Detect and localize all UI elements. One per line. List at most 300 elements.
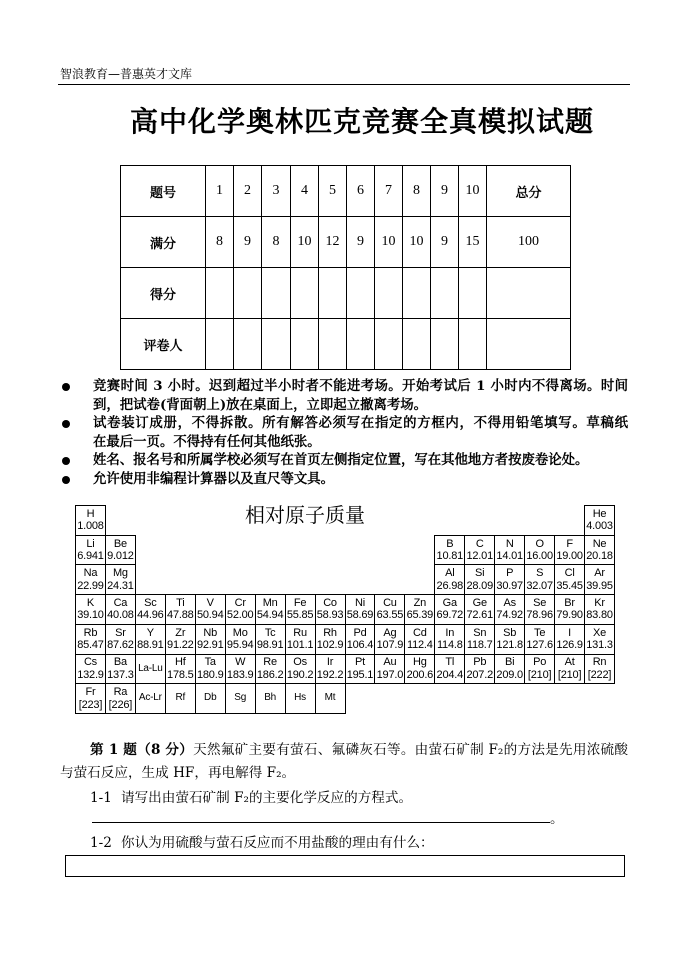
element-cell (255, 624, 286, 655)
grader-cell (262, 319, 291, 370)
bullet-icon (62, 383, 70, 391)
element-mass: 114.8 (436, 639, 463, 652)
question-number: 6 (347, 166, 375, 217)
element-symbol: Ge (472, 596, 487, 609)
score-cell (262, 268, 291, 319)
element-mass: 183.9 (226, 668, 254, 681)
element-mass: 207.2 (466, 668, 493, 681)
element-cell (105, 564, 136, 595)
score-cell (459, 268, 487, 319)
element-mass: [222] (587, 668, 612, 681)
element-mass: 30.97 (496, 579, 523, 592)
question-number: 9 (431, 166, 459, 217)
element-symbol: Hf (174, 656, 186, 669)
question-number: 2 (234, 166, 262, 217)
element-cell (165, 683, 196, 714)
element-cell (75, 594, 106, 625)
element-symbol: Zn (413, 596, 427, 609)
element-symbol: Mo (232, 626, 248, 639)
question1-intro-line (90, 740, 628, 760)
full-mark-value: 8 (262, 217, 291, 268)
grader-cell (459, 319, 487, 370)
element-cell (524, 535, 555, 566)
element-cell (434, 535, 465, 566)
element-symbol: As (503, 596, 516, 609)
element-symbol: S (536, 567, 544, 580)
element-mass: 24.31 (107, 579, 134, 592)
element-mass: 95.94 (226, 639, 254, 652)
element-cell (165, 594, 196, 625)
element-cell (165, 624, 196, 655)
instruction-item (60, 451, 630, 470)
element-symbol: Bi (504, 656, 515, 669)
element-cell (285, 594, 316, 625)
full-mark-total: 100 (487, 217, 571, 268)
element-cell (195, 683, 226, 714)
element-mass: 88.91 (137, 639, 164, 652)
answer-box (65, 855, 625, 877)
element-symbol: I (568, 626, 571, 639)
element-mass: 47.88 (167, 609, 194, 622)
element-mass: 79.90 (556, 609, 583, 622)
element-symbol: C (475, 537, 484, 550)
full-mark-value: 9 (234, 217, 262, 268)
element-symbol: Tl (445, 656, 455, 669)
instructions-list (60, 377, 630, 489)
part-label: 1-1 (90, 790, 112, 806)
element-mass: 55.85 (286, 609, 314, 622)
grader-cell (206, 319, 234, 370)
element-symbol: Ti (176, 596, 185, 609)
element-cell (554, 654, 585, 685)
element-mass: 65.39 (406, 609, 434, 622)
element-cell (494, 564, 525, 595)
element-symbol: Sn (473, 626, 487, 639)
part-text: 请写出由萤石矿制 F₂的主要化学反应的方程式。 (121, 790, 413, 806)
element-mass: 74.92 (496, 609, 523, 622)
element-symbol: Ni (354, 596, 365, 609)
element-cell (135, 594, 166, 625)
score-table (120, 165, 571, 370)
element-symbol: Rf (175, 692, 186, 704)
element-mass: 106.4 (346, 639, 374, 652)
element-cell (255, 654, 286, 685)
element-symbol: Cu (383, 596, 397, 609)
element-symbol: Ir (326, 656, 334, 669)
element-mass: 14.01 (496, 550, 523, 563)
element-cell (494, 654, 525, 685)
instruction-line: 姓名、报名号和所属学校必须写在首页左侧指定位置，写在其他地方者按废卷论处。 (93, 452, 589, 469)
grader-cell (403, 319, 431, 370)
element-cell (285, 683, 316, 714)
element-symbol: Fe (293, 596, 307, 609)
element-mass: 78.96 (526, 609, 553, 622)
total-header: 总分 (487, 166, 571, 217)
element-cell (285, 654, 316, 685)
element-cell (255, 683, 286, 714)
element-mass: 98.91 (256, 639, 284, 652)
element-cell (225, 654, 256, 685)
element-mass: 102.9 (316, 639, 344, 652)
element-symbol: Al (445, 567, 455, 580)
brand-header: 智浪教育—普惠英才文库 (60, 67, 193, 81)
element-mass: 195.1 (346, 668, 374, 681)
element-mass: 6.941 (77, 550, 104, 563)
question1-text: 与萤石反应，生成 HF，再电解得 F₂。 (60, 765, 296, 781)
element-cell (195, 594, 226, 625)
element-mass: 58.69 (346, 609, 374, 622)
row-label: 得分 (121, 268, 206, 319)
element-symbol: La-Lu (138, 662, 163, 674)
element-cell (225, 594, 256, 625)
element-symbol: Xe (592, 626, 607, 639)
element-mass: 112.4 (406, 639, 433, 652)
element-cell (434, 624, 465, 655)
element-cell (374, 624, 405, 655)
element-mass: 192.2 (316, 668, 344, 681)
element-mass: 9.012 (107, 550, 134, 563)
element-cell (434, 564, 465, 595)
element-cell (584, 535, 615, 566)
page-title: 高中化学奥林匹克竞赛全真模拟试题 (129, 105, 594, 138)
grader-cell (234, 319, 262, 370)
element-mass: 10.81 (436, 550, 464, 563)
element-mass: 16.00 (526, 550, 553, 563)
element-cell (584, 654, 615, 685)
element-cell (374, 594, 405, 625)
score-cell (206, 268, 234, 319)
element-mass: 54.94 (256, 609, 284, 622)
element-symbol: Ac-Lr (138, 692, 162, 704)
element-mass: 180.9 (196, 668, 224, 681)
element-cell (434, 654, 465, 685)
full-mark-value: 15 (459, 217, 487, 268)
element-symbol: Cs (83, 656, 97, 669)
element-cell (464, 564, 495, 595)
score-cell (319, 268, 347, 319)
element-mass: 40.08 (107, 609, 134, 622)
element-mass: 4.003 (586, 520, 613, 533)
element-symbol: Kr (594, 596, 605, 609)
element-mass: 52.00 (226, 609, 254, 622)
element-symbol: N (505, 537, 514, 550)
element-mass: 186.2 (256, 668, 284, 681)
element-cell (105, 624, 136, 655)
full-mark-value: 10 (291, 217, 319, 268)
element-symbol: Sr (115, 626, 126, 639)
element-mass: 39.95 (586, 579, 613, 592)
element-cell (75, 564, 106, 595)
element-cell (135, 654, 166, 685)
element-symbol: F (566, 537, 573, 550)
element-cell (374, 654, 405, 685)
element-symbol: Co (323, 596, 337, 609)
element-mass: 83.80 (586, 609, 613, 622)
question-number: 10 (459, 166, 487, 217)
element-cell (464, 624, 495, 655)
element-cell (285, 624, 316, 655)
element-mass: 200.6 (406, 668, 434, 681)
element-mass: 44.96 (137, 609, 164, 622)
element-mass: 209.0 (496, 668, 523, 681)
element-cell (105, 654, 136, 685)
element-mass: 118.7 (466, 639, 493, 652)
element-symbol: Nb (203, 626, 218, 639)
full-mark-value: 8 (206, 217, 234, 268)
element-symbol: K (86, 596, 95, 609)
grader-row (121, 319, 571, 370)
element-mass: 107.9 (376, 639, 404, 652)
element-symbol: He (592, 507, 607, 520)
bullet-icon (62, 457, 70, 465)
element-mass: 28.09 (466, 579, 493, 592)
element-cell (584, 624, 615, 655)
element-mass: 127.6 (526, 639, 553, 652)
row-label: 评卷人 (121, 319, 206, 370)
instruction-line: 在最后一页。不得持有任何其他纸张。 (93, 433, 321, 450)
element-symbol: O (535, 537, 544, 550)
full-mark-value: 10 (375, 217, 403, 268)
element-cell (434, 594, 465, 625)
element-mass: 22.99 (77, 579, 104, 592)
element-symbol: Hg (413, 656, 427, 669)
element-cell (494, 594, 525, 625)
element-symbol: Y (146, 626, 154, 639)
element-cell (225, 624, 256, 655)
element-cell (195, 624, 226, 655)
element-cell (315, 594, 346, 625)
element-symbol: Ne (592, 537, 607, 550)
element-mass: 69.72 (436, 609, 464, 622)
question1-text: 天然氟矿主要有萤石、氟磷灰石等。由萤石矿制 F₂的方法是先用浓硫酸 (193, 742, 628, 758)
element-cell (524, 624, 555, 655)
score-cell (375, 268, 403, 319)
element-mass: 197.0 (376, 668, 404, 681)
element-symbol: Te (534, 626, 546, 639)
element-symbol: Ra (113, 686, 128, 699)
element-cell (75, 654, 106, 685)
element-cell (75, 535, 106, 566)
element-symbol: Rb (83, 626, 98, 639)
instruction-item (60, 377, 630, 414)
element-symbol: Ga (442, 596, 457, 609)
element-mass: [210] (527, 668, 552, 681)
element-symbol: Db (204, 692, 217, 704)
grader-cell (291, 319, 319, 370)
element-symbol: Mn (262, 596, 278, 609)
element-symbol: V (206, 596, 214, 609)
element-symbol: H (86, 507, 95, 520)
periodic-table-title: 相对原子质量 (245, 503, 365, 527)
element-cell (404, 594, 435, 625)
element-symbol: Si (475, 567, 485, 580)
element-symbol: Ta (204, 656, 216, 669)
element-cell (554, 535, 585, 566)
element-mass: 190.2 (286, 668, 314, 681)
grader-total-cell (487, 319, 571, 370)
element-symbol: W (235, 656, 246, 669)
element-cell (404, 654, 435, 685)
question-part-1-1 (90, 788, 628, 808)
instruction-line: 允许使用非编程计算器以及直尺等文具。 (93, 470, 335, 487)
element-symbol: Mg (112, 567, 128, 580)
element-symbol: Cl (564, 567, 575, 580)
question-number: 8 (403, 166, 431, 217)
element-cell (315, 683, 346, 714)
element-cell (135, 624, 166, 655)
element-symbol: Hs (294, 692, 306, 704)
element-symbol: At (564, 656, 575, 669)
element-mass: 101.1 (286, 639, 314, 652)
grader-cell (375, 319, 403, 370)
element-symbol: Fr (85, 686, 96, 699)
score-row (121, 268, 571, 319)
element-symbol: Ar (594, 567, 605, 580)
element-cell (524, 564, 555, 595)
element-cell (345, 654, 376, 685)
element-cell (524, 654, 555, 685)
score-cell (403, 268, 431, 319)
element-symbol: Pb (473, 656, 487, 669)
element-mass: 85.47 (77, 639, 104, 652)
question-number-row (121, 166, 571, 217)
element-mass: 72.61 (466, 609, 493, 622)
answer-line (92, 822, 550, 823)
element-symbol: Au (383, 656, 397, 669)
element-symbol: Ag (383, 626, 397, 639)
periodic-table (75, 505, 614, 713)
element-mass: 39.10 (77, 609, 104, 622)
part-label: 1-2 (90, 835, 112, 851)
instruction-item (60, 470, 630, 489)
element-symbol: Na (83, 567, 98, 580)
score-cell (291, 268, 319, 319)
part-text: 你认为用硫酸与萤石反应而不用盐酸的理由有什么： (121, 835, 434, 851)
question-number: 1 (206, 166, 234, 217)
element-symbol: Ca (113, 596, 128, 609)
element-cell (554, 594, 585, 625)
element-mass: 91.22 (167, 639, 194, 652)
element-symbol: Rn (592, 656, 607, 669)
element-mass: 63.55 (376, 609, 404, 622)
element-mass: 87.62 (107, 639, 134, 652)
score-cell (347, 268, 375, 319)
bullet-icon (62, 476, 70, 484)
element-cell (75, 505, 106, 536)
element-mass: 26.98 (436, 579, 464, 592)
element-cell (345, 624, 376, 655)
full-marks-row (121, 217, 571, 268)
grader-cell (319, 319, 347, 370)
element-cell (135, 683, 166, 714)
element-symbol: Rh (323, 626, 337, 639)
grader-cell (347, 319, 375, 370)
element-cell (315, 654, 346, 685)
question-number: 7 (375, 166, 403, 217)
element-cell (165, 654, 196, 685)
grader-cell (431, 319, 459, 370)
element-symbol: B (446, 537, 454, 550)
element-cell (315, 624, 346, 655)
element-mass: 19.00 (556, 550, 583, 563)
question-number: 3 (262, 166, 291, 217)
element-cell (105, 535, 136, 566)
answer-line-end: 。 (550, 811, 564, 827)
full-mark-value: 10 (403, 217, 431, 268)
element-mass: 32.07 (526, 579, 553, 592)
element-cell (464, 654, 495, 685)
element-mass: 35.45 (556, 579, 583, 592)
row-label: 题号 (121, 166, 206, 217)
element-cell (105, 594, 136, 625)
element-symbol: Zr (175, 626, 186, 639)
element-symbol: Br (564, 596, 575, 609)
element-symbol: Li (86, 537, 95, 550)
question1-label: 第 1 题（8 分） (90, 742, 194, 758)
element-mass: 1.008 (77, 520, 104, 533)
element-mass: 137.3 (107, 668, 134, 681)
element-cell (524, 594, 555, 625)
element-cell (345, 594, 376, 625)
element-symbol: Po (533, 656, 547, 669)
element-cell (225, 683, 256, 714)
element-mass: 121.8 (496, 639, 523, 652)
element-symbol: Cr (234, 596, 246, 609)
element-cell (494, 535, 525, 566)
element-symbol: Os (293, 656, 307, 669)
element-symbol: Se (533, 596, 547, 609)
element-cell (554, 564, 585, 595)
element-mass: [226] (108, 698, 133, 711)
element-cell (105, 683, 136, 714)
element-symbol: In (445, 626, 455, 639)
element-mass: 50.94 (196, 609, 224, 622)
header-divider (58, 84, 630, 85)
question-number: 5 (319, 166, 347, 217)
full-mark-value: 9 (347, 217, 375, 268)
element-symbol: Bh (264, 692, 277, 704)
element-cell (464, 594, 495, 625)
element-symbol: Sc (144, 596, 157, 609)
element-mass: 58.93 (316, 609, 344, 622)
element-symbol: Tc (264, 626, 276, 639)
element-mass: [210] (557, 668, 582, 681)
element-symbol: Re (263, 656, 277, 669)
element-cell (75, 683, 106, 714)
element-symbol: P (506, 567, 514, 580)
instruction-item (60, 414, 630, 451)
element-symbol: Ru (293, 626, 307, 639)
element-cell (255, 594, 286, 625)
instruction-line: 竞赛时间 3 小时。迟到超过半小时者不能进考场。开始考试后 1 小时内不得离场。时间 (93, 378, 628, 394)
instruction-line: 到，把试卷(背面朝上)放在桌面上，立即起立撤离考场。 (93, 396, 428, 413)
element-symbol: Pt (354, 656, 365, 669)
element-symbol: Be (113, 537, 127, 550)
question-part-1-2 (90, 833, 628, 853)
score-cell (234, 268, 262, 319)
element-cell (464, 535, 495, 566)
element-mass: 12.01 (466, 550, 493, 563)
element-symbol: Sb (503, 626, 517, 639)
element-cell (584, 594, 615, 625)
element-mass: 178.5 (167, 668, 194, 681)
element-cell (584, 505, 615, 536)
score-total-cell (487, 268, 571, 319)
element-cell (195, 654, 226, 685)
score-cell (431, 268, 459, 319)
element-cell (404, 624, 435, 655)
row-label: 满分 (121, 217, 206, 268)
